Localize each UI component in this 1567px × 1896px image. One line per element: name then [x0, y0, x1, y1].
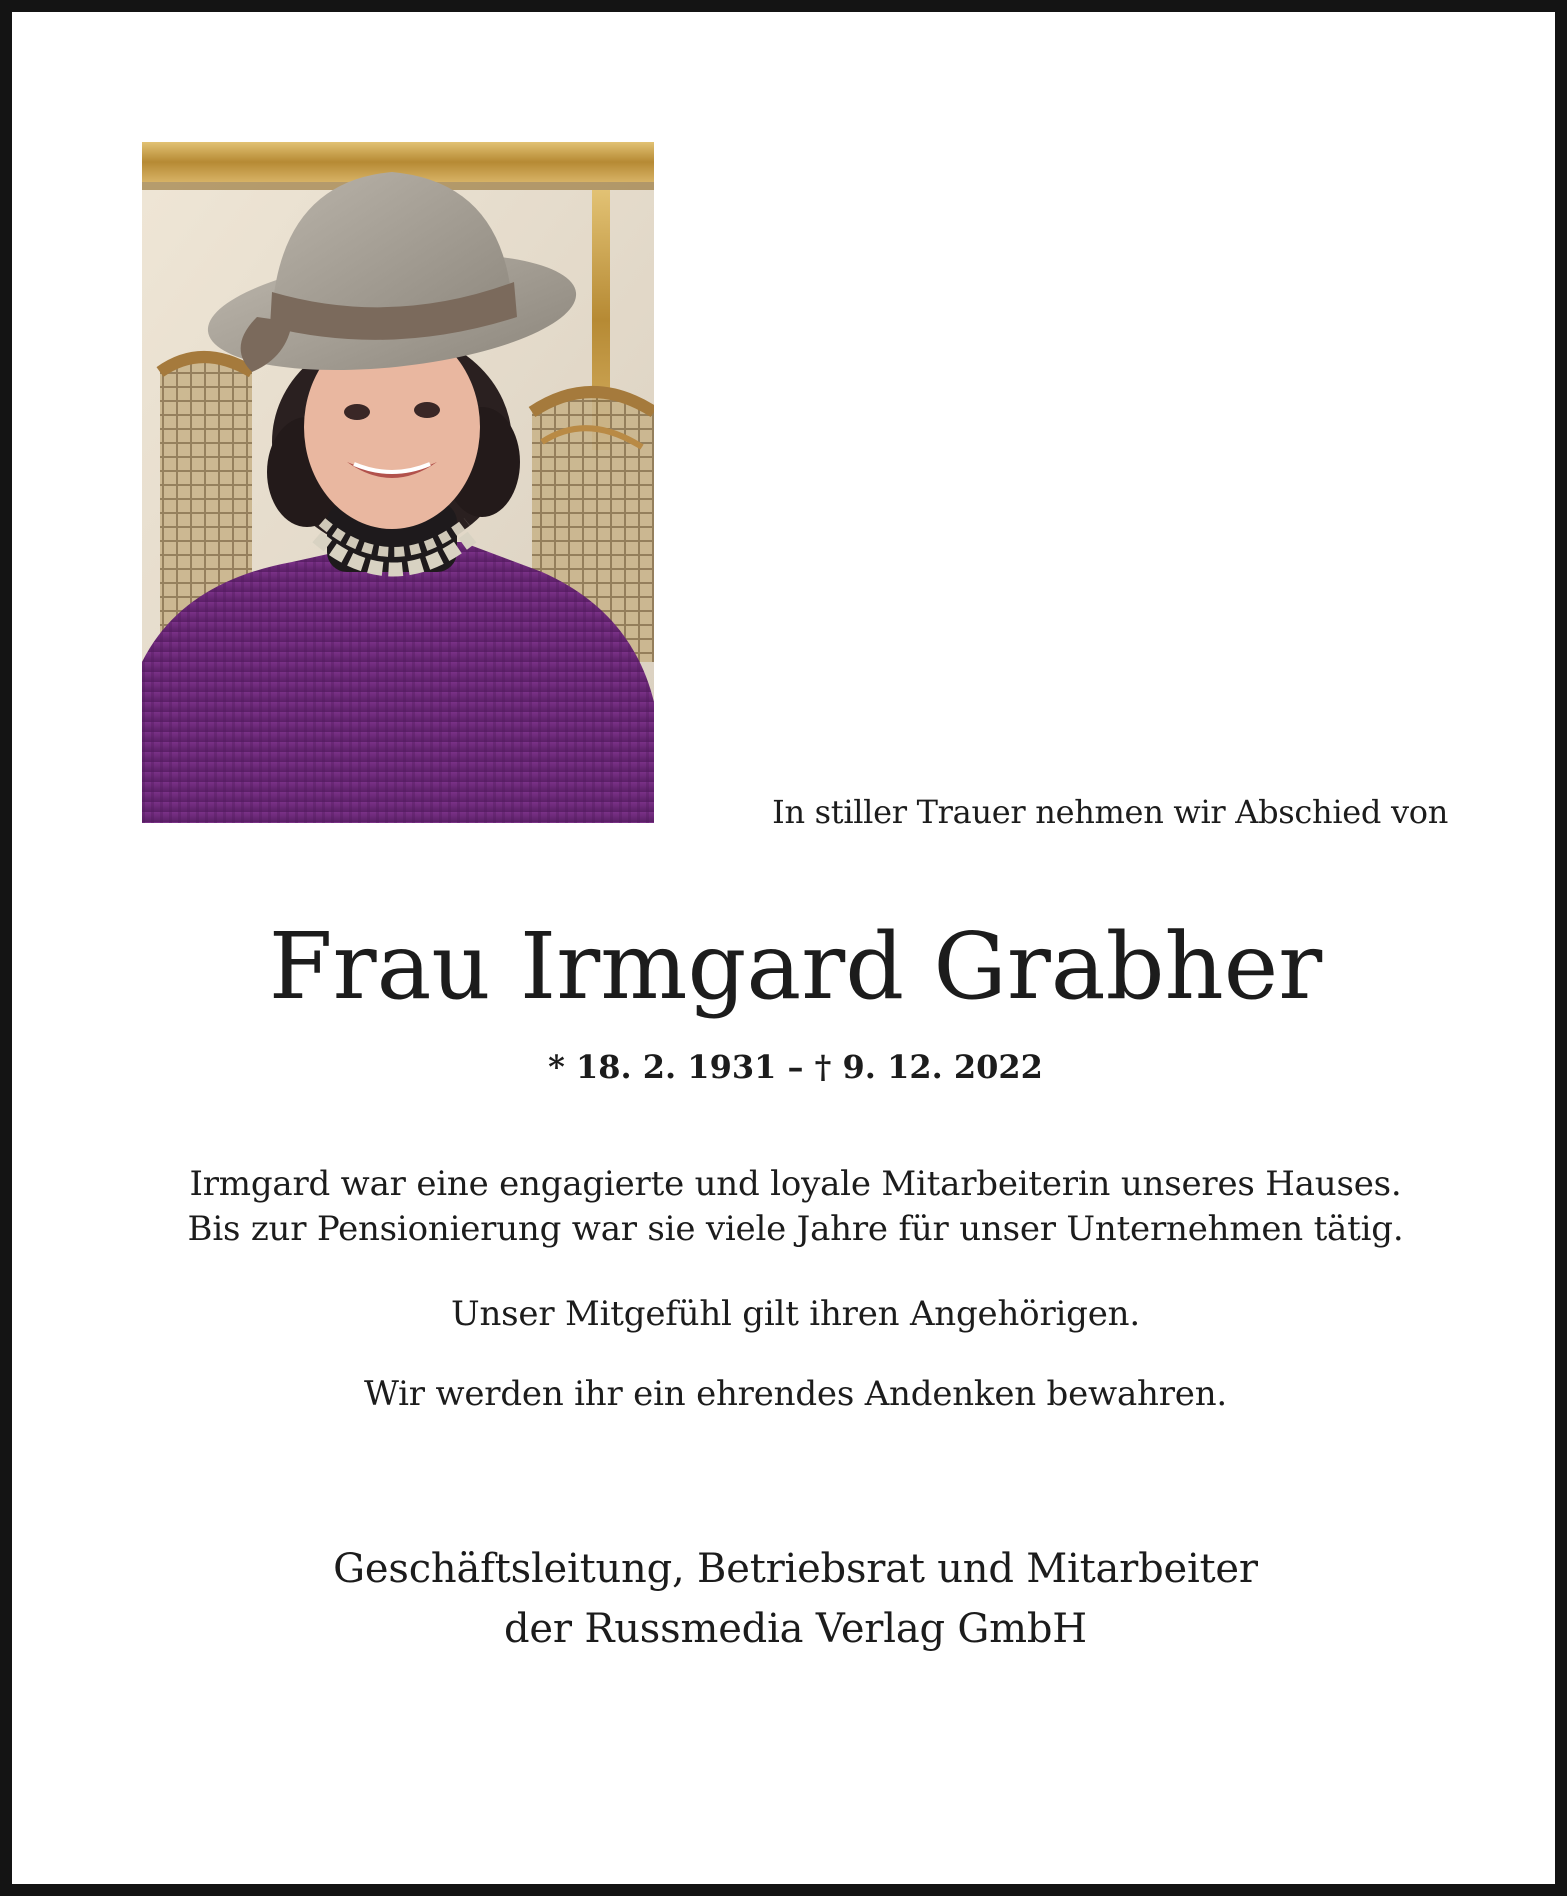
signature-line-1: Geschäftsleitung, Betriebsrat und Mitarbeiter: [333, 1546, 1258, 1592]
deceased-name: Frau Irmgard Grabher: [268, 913, 1323, 1020]
tribute-line-1: Irmgard war eine engagierte und loyale Mitarbeiterin unseres Hauses.: [189, 1164, 1402, 1204]
tribute-line-2: Bis zur Pensionierung war sie viele Jahre für unser Unternehmen tätig.: [187, 1209, 1404, 1249]
life-dates: * 18. 2. 1931 – † 9. 12. 2022: [548, 1048, 1043, 1086]
signature-line-2: der Russmedia Verlag GmbH: [504, 1606, 1087, 1652]
portrait-illustration: [142, 142, 654, 823]
intro-line: In stiller Trauer nehmen wir Abschied von: [772, 793, 1448, 831]
condolence-line: Unser Mitgefühl gilt ihren Angehörigen.: [451, 1294, 1140, 1334]
portrait-photo: [142, 142, 654, 823]
remembrance-line: Wir werden ihr ein ehrendes Andenken bewahren.: [363, 1374, 1227, 1414]
